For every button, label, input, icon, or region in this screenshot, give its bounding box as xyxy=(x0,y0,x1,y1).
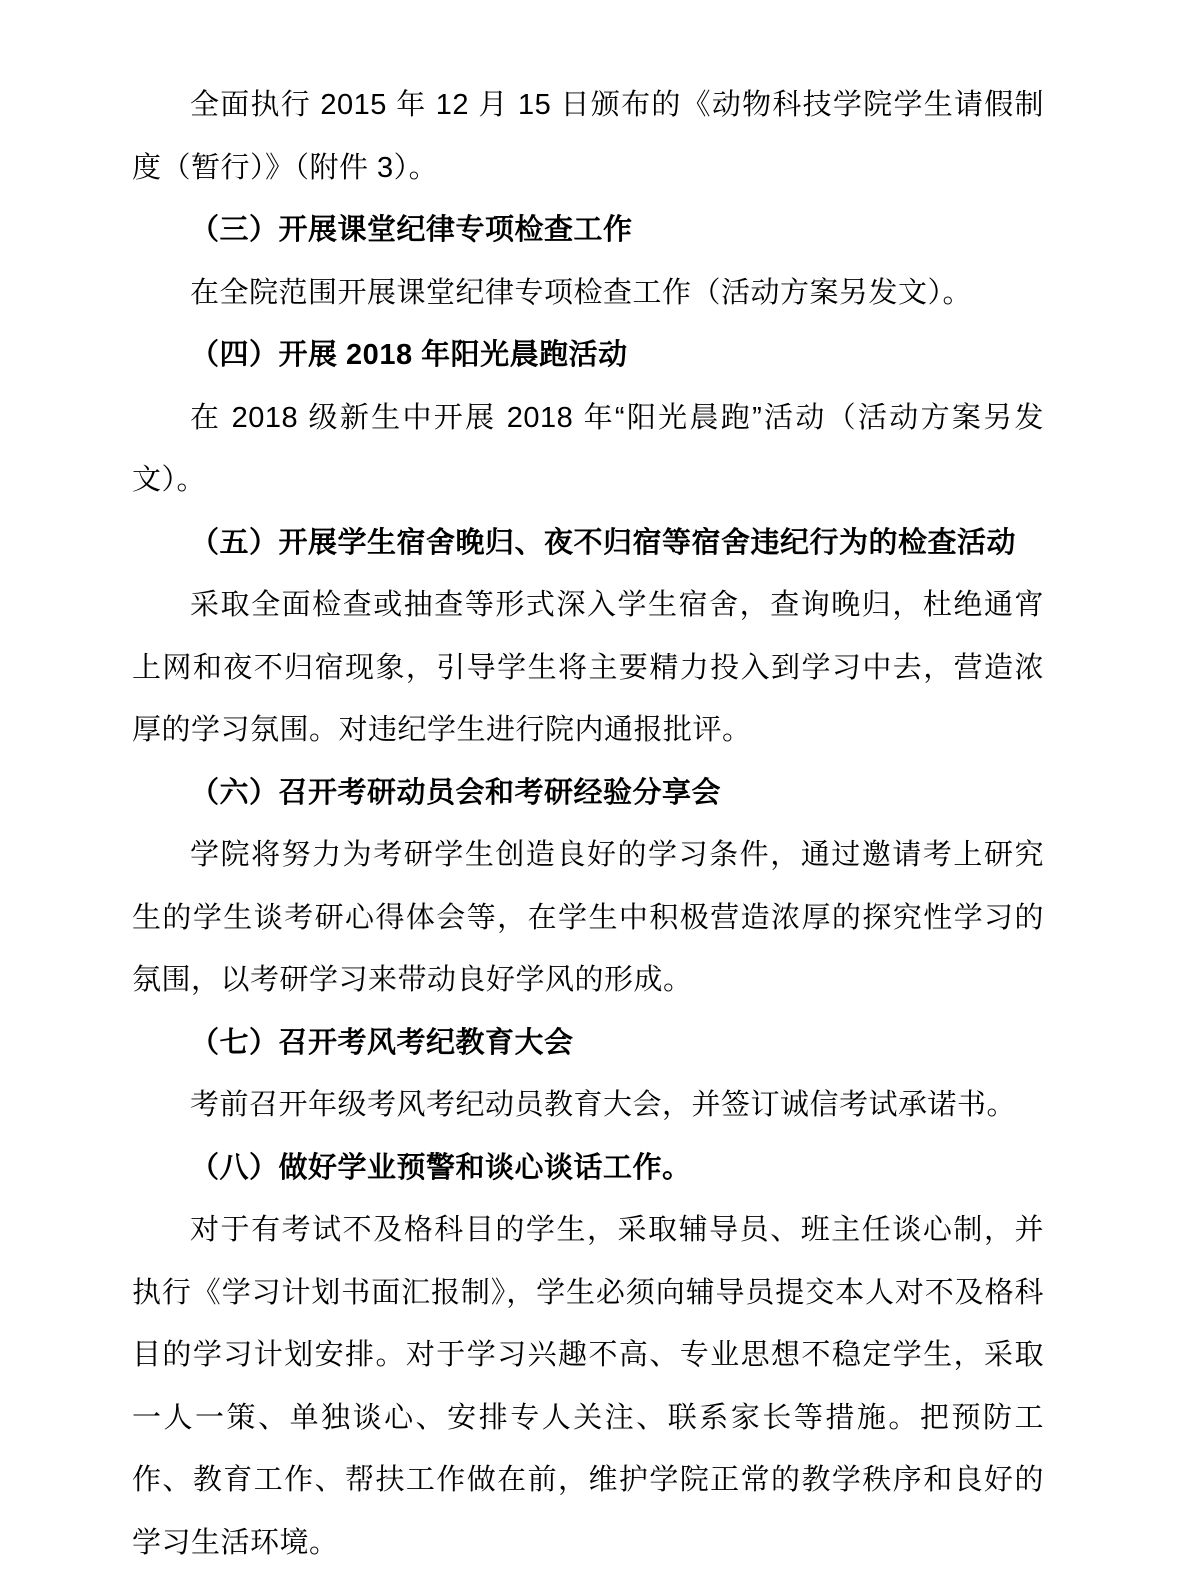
body-paragraph-academic-warning: 对于有考试不及格科目的学生，采取辅导员、班主任谈心制，并执行《学习计划书面汇报制》，学生必须向辅导员提交本人对不及格科目的学习计划安排。对于学习兴趣不高、专业思想不稳定学生，采取一人一策、单独谈心、安排专人关注、联系家长等措施。把预防工作、教育工作、帮扶工作做在前，维护学院正常的教学秩序和良好的学习生活环境。 xyxy=(132,1214,1044,1559)
section-heading-five: （五）开展学生宿舍晚归、夜不归宿等宿舍违纪行为的检查活动 xyxy=(190,526,1017,559)
body-paragraph-exam-integrity: 考前召开年级考风考纪动员教育大会，并签订诚信考试承诺书。 xyxy=(190,1089,1017,1121)
section-heading-four: （四）开展 2018 年阳光晨跑活动 xyxy=(190,339,628,371)
section-heading-three: （三）开展课堂纪律专项检查工作 xyxy=(190,214,633,246)
section-heading-six: （六）召开考研动员会和考研经验分享会 xyxy=(190,776,722,809)
body-paragraph-morning-run: 在 2018 级新生中开展 2018 年“阳光晨跑”活动（活动方案另发文）。 xyxy=(132,401,1044,496)
body-paragraph-kaoyan-support: 学院将努力为考研学生创造良好的学习条件，通过邀请考上研究生的学生谈考研心得体会等，在学生中积极营造浓厚的探究性学习的氛围，以考研学习来带动良好学风的形成。 xyxy=(132,839,1044,996)
body-paragraph-dorm-inspection: 采取全面检查或抽查等形式深入学生宿舍，查询晚归，杜绝通宵上网和夜不归宿现象，引导学生将主要精力投入到学习中去，营造浓厚的学习氛围。对违纪学生进行院内通报批评。 xyxy=(132,589,1044,746)
section-heading-eight: （八）做好学业预警和谈心谈话工作。 xyxy=(190,1151,692,1184)
body-paragraph-leave-policy: 全面执行 2015 年 12 月 15 日颁布的《动物科技学院学生请假制度（暂行）》（附件 3）。 xyxy=(132,89,1044,184)
body-paragraph-class-discipline: 在全院范围开展课堂纪律专项检查工作（活动方案另发文）。 xyxy=(190,276,973,309)
document-body xyxy=(132,74,1044,1569)
section-heading-seven: （七）召开考风考纪教育大会 xyxy=(190,1026,574,1059)
